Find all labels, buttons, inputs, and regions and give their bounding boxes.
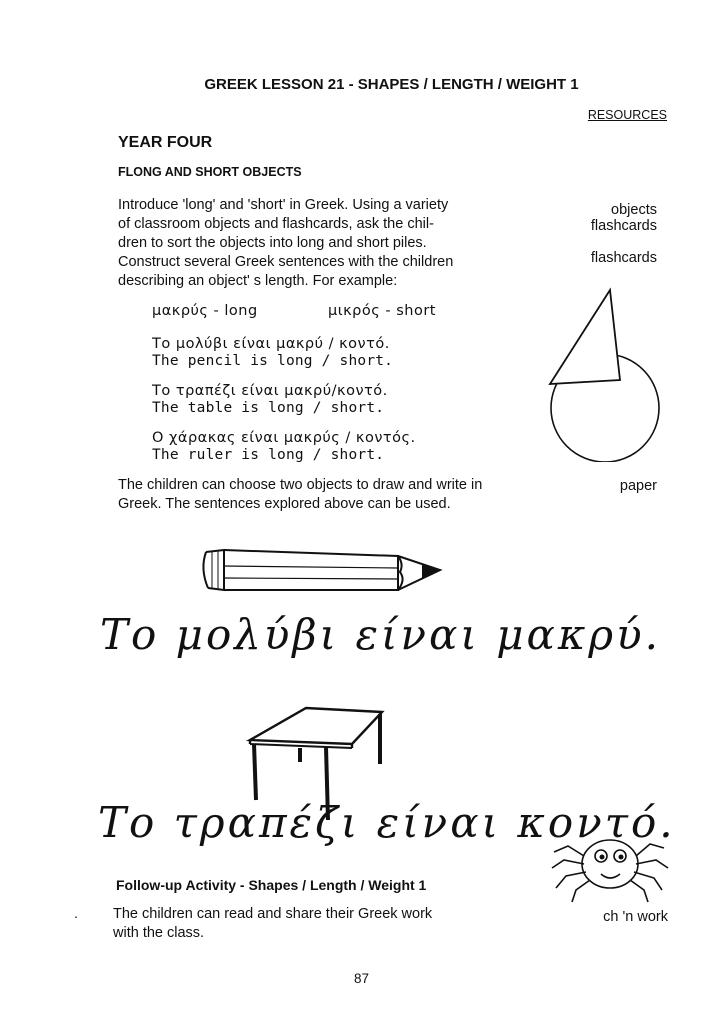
followup-line: with the class.: [113, 925, 205, 941]
resource-paper: paper: [619, 478, 657, 494]
spider-icon: [546, 826, 672, 906]
triangle-shape: [550, 290, 620, 384]
followup-paragraph: [113, 905, 432, 943]
example-english: The ruler is long / short.: [152, 447, 385, 463]
page-number: 87: [353, 971, 370, 986]
intro-line: describing an object' s length. For example:: [118, 273, 398, 289]
intro-line: of classroom objects and flashcards, ask the chil-: [118, 216, 434, 232]
section-title: FLONG AND SHORT OBJECTS: [118, 165, 302, 179]
closing-line: Greek. The sentences explored above can be used.: [118, 496, 451, 512]
resource-work: ch 'n work: [603, 909, 668, 925]
year-heading: YEAR FOUR: [118, 134, 213, 151]
handwritten-table-sentence: Το τραπέζι είναι κοντό.: [98, 798, 676, 847]
example-english: The pencil is long / short.: [152, 353, 394, 369]
followup-bullet: .: [74, 905, 78, 921]
intro-line: dren to sort the objects into long and short piles.: [118, 235, 427, 251]
resource-flashcards: flashcards: [590, 250, 657, 266]
example-greek: Το μολύβι είναι μακρύ / κοντό.: [152, 336, 390, 352]
example-greek: Ο χάρακας είναι μακρύς / κοντός.: [152, 430, 416, 446]
shapes-drawing: [540, 282, 670, 462]
vocab-short: μικρός - short: [328, 303, 436, 319]
resources-heading: RESOURCES: [587, 108, 667, 122]
pencil-lead: [422, 564, 442, 578]
intro-line: Construct several Greek sentences with the children: [118, 254, 454, 270]
example-english: The table is long / short.: [152, 400, 385, 416]
pencil-drawing: [198, 542, 446, 598]
vocab-long: μακρύς - long: [152, 303, 258, 319]
resource-objects: objects: [611, 202, 657, 218]
example-ruler: [152, 430, 416, 464]
example-table: [152, 383, 388, 417]
followup-title: Follow-up Activity - Shapes / Length / Weight 1: [116, 877, 427, 893]
closing-line: The children can choose two objects to draw and write in: [118, 477, 483, 493]
example-pencil: [152, 336, 393, 370]
resource-flashcards: flashcards: [590, 218, 657, 234]
closing-paragraph: [118, 476, 548, 514]
handwritten-pencil-sentence: Το μολύβι είναι μακρύ.: [100, 610, 661, 659]
followup-line: The children can read and share their Greek work: [113, 906, 433, 922]
intro-paragraph: [118, 196, 508, 291]
intro-line: Introduce 'long' and 'short' in Greek. Using a variety: [118, 197, 449, 213]
page-title: GREEK LESSON 21 - SHAPES / LENGTH / WEIGHT 1: [204, 76, 579, 93]
example-greek: Το τραπέζι είναι μακρύ/κοντό.: [152, 383, 388, 399]
